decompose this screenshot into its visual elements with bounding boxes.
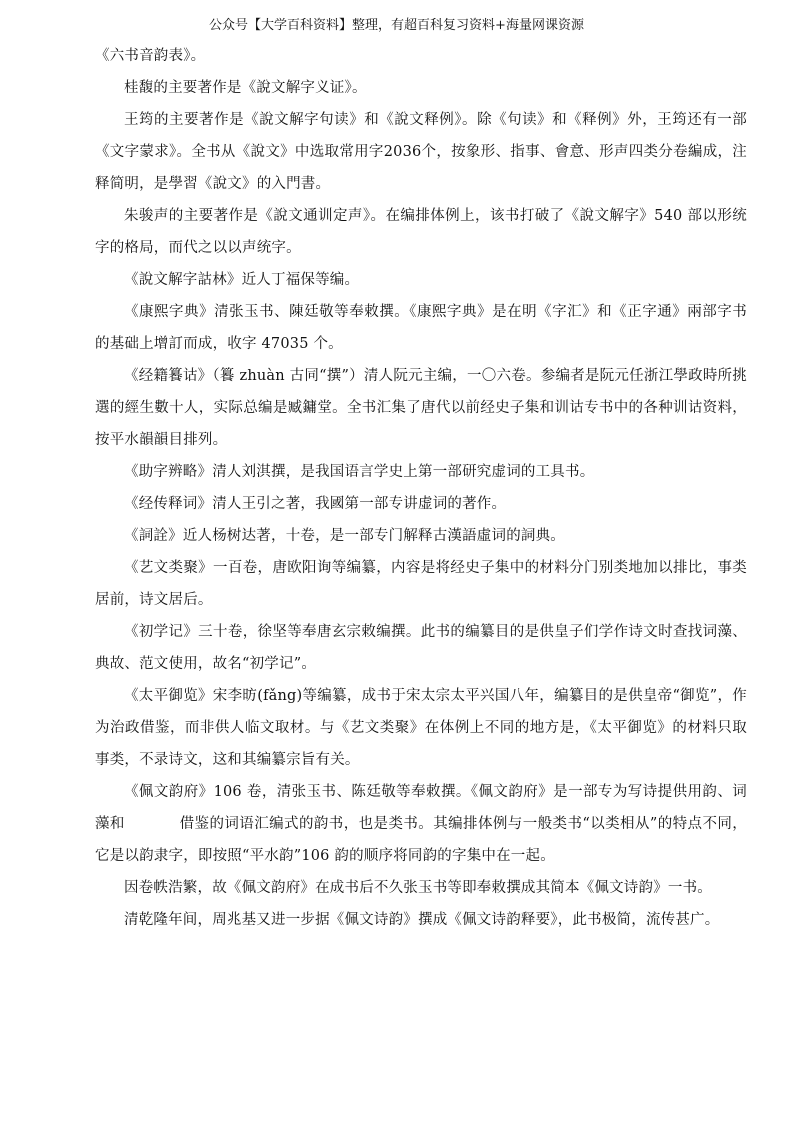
paragraph-yiwen-leiju: 《艺文类聚》一百卷，唐欧阳询等编纂，内容是将经史子集中的材料分门别类地加以排比，事类居前，诗文居后。 (95, 560, 747, 608)
paragraph-jingji-zhuangu: 《经籍籑诂》（籑 zhuàn 古同“撰”）清人阮元主编，一〇六卷。参编者是阮元任浙江學政時所挑選的經生數十人，实际总编是臧鏞堂。全书汇集了唐代以前经史子集和训诂专书中的各种训诂资料，按平水韻韻目排列。 (95, 368, 747, 448)
paragraph-shuowen-gulin: 《說文解字詁林》近人丁福保等编。 (124, 272, 360, 288)
paragraph-jingzhuan-shici: 《经传释词》清人王引之著，我國第一部专讲虚词的著作。 (124, 496, 507, 512)
paragraph-taiping-yulan: 《太平御览》宋李昉(fǎng)等编纂，成书于宋太宗太平兴国八年，编纂目的是供皇帝“御览”，作为治政借鉴，而非供人临文取材。与《艺文类聚》在体例上不同的地方是，《太平御览》的材料只取事类，不录诗文，这和其编纂宗旨有关。 (95, 688, 747, 768)
page-header: 公众号【大学百科资料】整理，有超百科复习资料+海量网课资源 (209, 18, 584, 33)
paragraph-chuxueji: 《初学记》三十卷，徐坚等奉唐玄宗敕编撰。此书的编纂目的是供皇子们学作诗文时查找词藻、典故、范文使用，故名“初学记”。 (95, 624, 747, 672)
paragraph-guifu: 桂馥的主要著作是《說文解字义证》。 (124, 80, 367, 96)
paragraph-zhujunsheng: 朱骏声的主要著作是《說文通训定声》。在编排体例上，该书打破了《說文解字》540 部以形统字的格局，而代之以以声统字。 (95, 208, 747, 256)
paragraph-liushu: 《六书音韵表》。 (95, 48, 206, 64)
paragraph-ciquan: 《詞詮》近人杨树达著，十卷，是一部专门解释古漢語虛词的詞典。 (124, 528, 565, 544)
paragraph-kangxi: 《康熙字典》清张玉书、陳廷敬等奉敕撰。《康熙字典》是在明《字汇》和《正字通》兩部字书的基础上增訂而成，收字 47035 个。 (95, 304, 747, 352)
document-body (95, 40, 747, 936)
paragraph-peiwen-yunfu: 《佩文韵府》106 卷，清张玉书、陈廷敬等奉敕撰。《佩文韵府》是一部专为写诗提供用韵、词藻和 借鉴的词语汇编式的韵书，也是类书。其编排体例与一般类书“以类相从”的特点不同，它是以韵隶字，即按照“平水韵”106 韵的顺序将同韵的字集中在一起。 (95, 784, 747, 864)
paragraph-peiwen-shiyun: 因卷帙浩繁，故《佩文韵府》在成书后不久张玉书等即奉敕撰成其简本《佩文诗韵》一书。 (124, 880, 712, 896)
paragraph-shiyun-shiyao: 清乾隆年间，周兆基又进一步据《佩文诗韵》撰成《佩文诗韵释要》，此书极简，流传甚广。 (124, 912, 720, 928)
paragraph-zhuzi-bianlue: 《助字辨略》清人刘淇撰，是我国语言学史上第一部研究虚词的工具书。 (124, 464, 595, 480)
paragraph-wangyun: 王筠的主要著作是《說文解字句读》和《說文释例》。除《句读》和《释例》外，王筠还有一部《文字蒙求》。全书从《說文》中选取常用字2036个，按象形、指事、會意、形声四类分卷編成，注释简明，是學習《說文》的入門書。 (95, 112, 747, 192)
